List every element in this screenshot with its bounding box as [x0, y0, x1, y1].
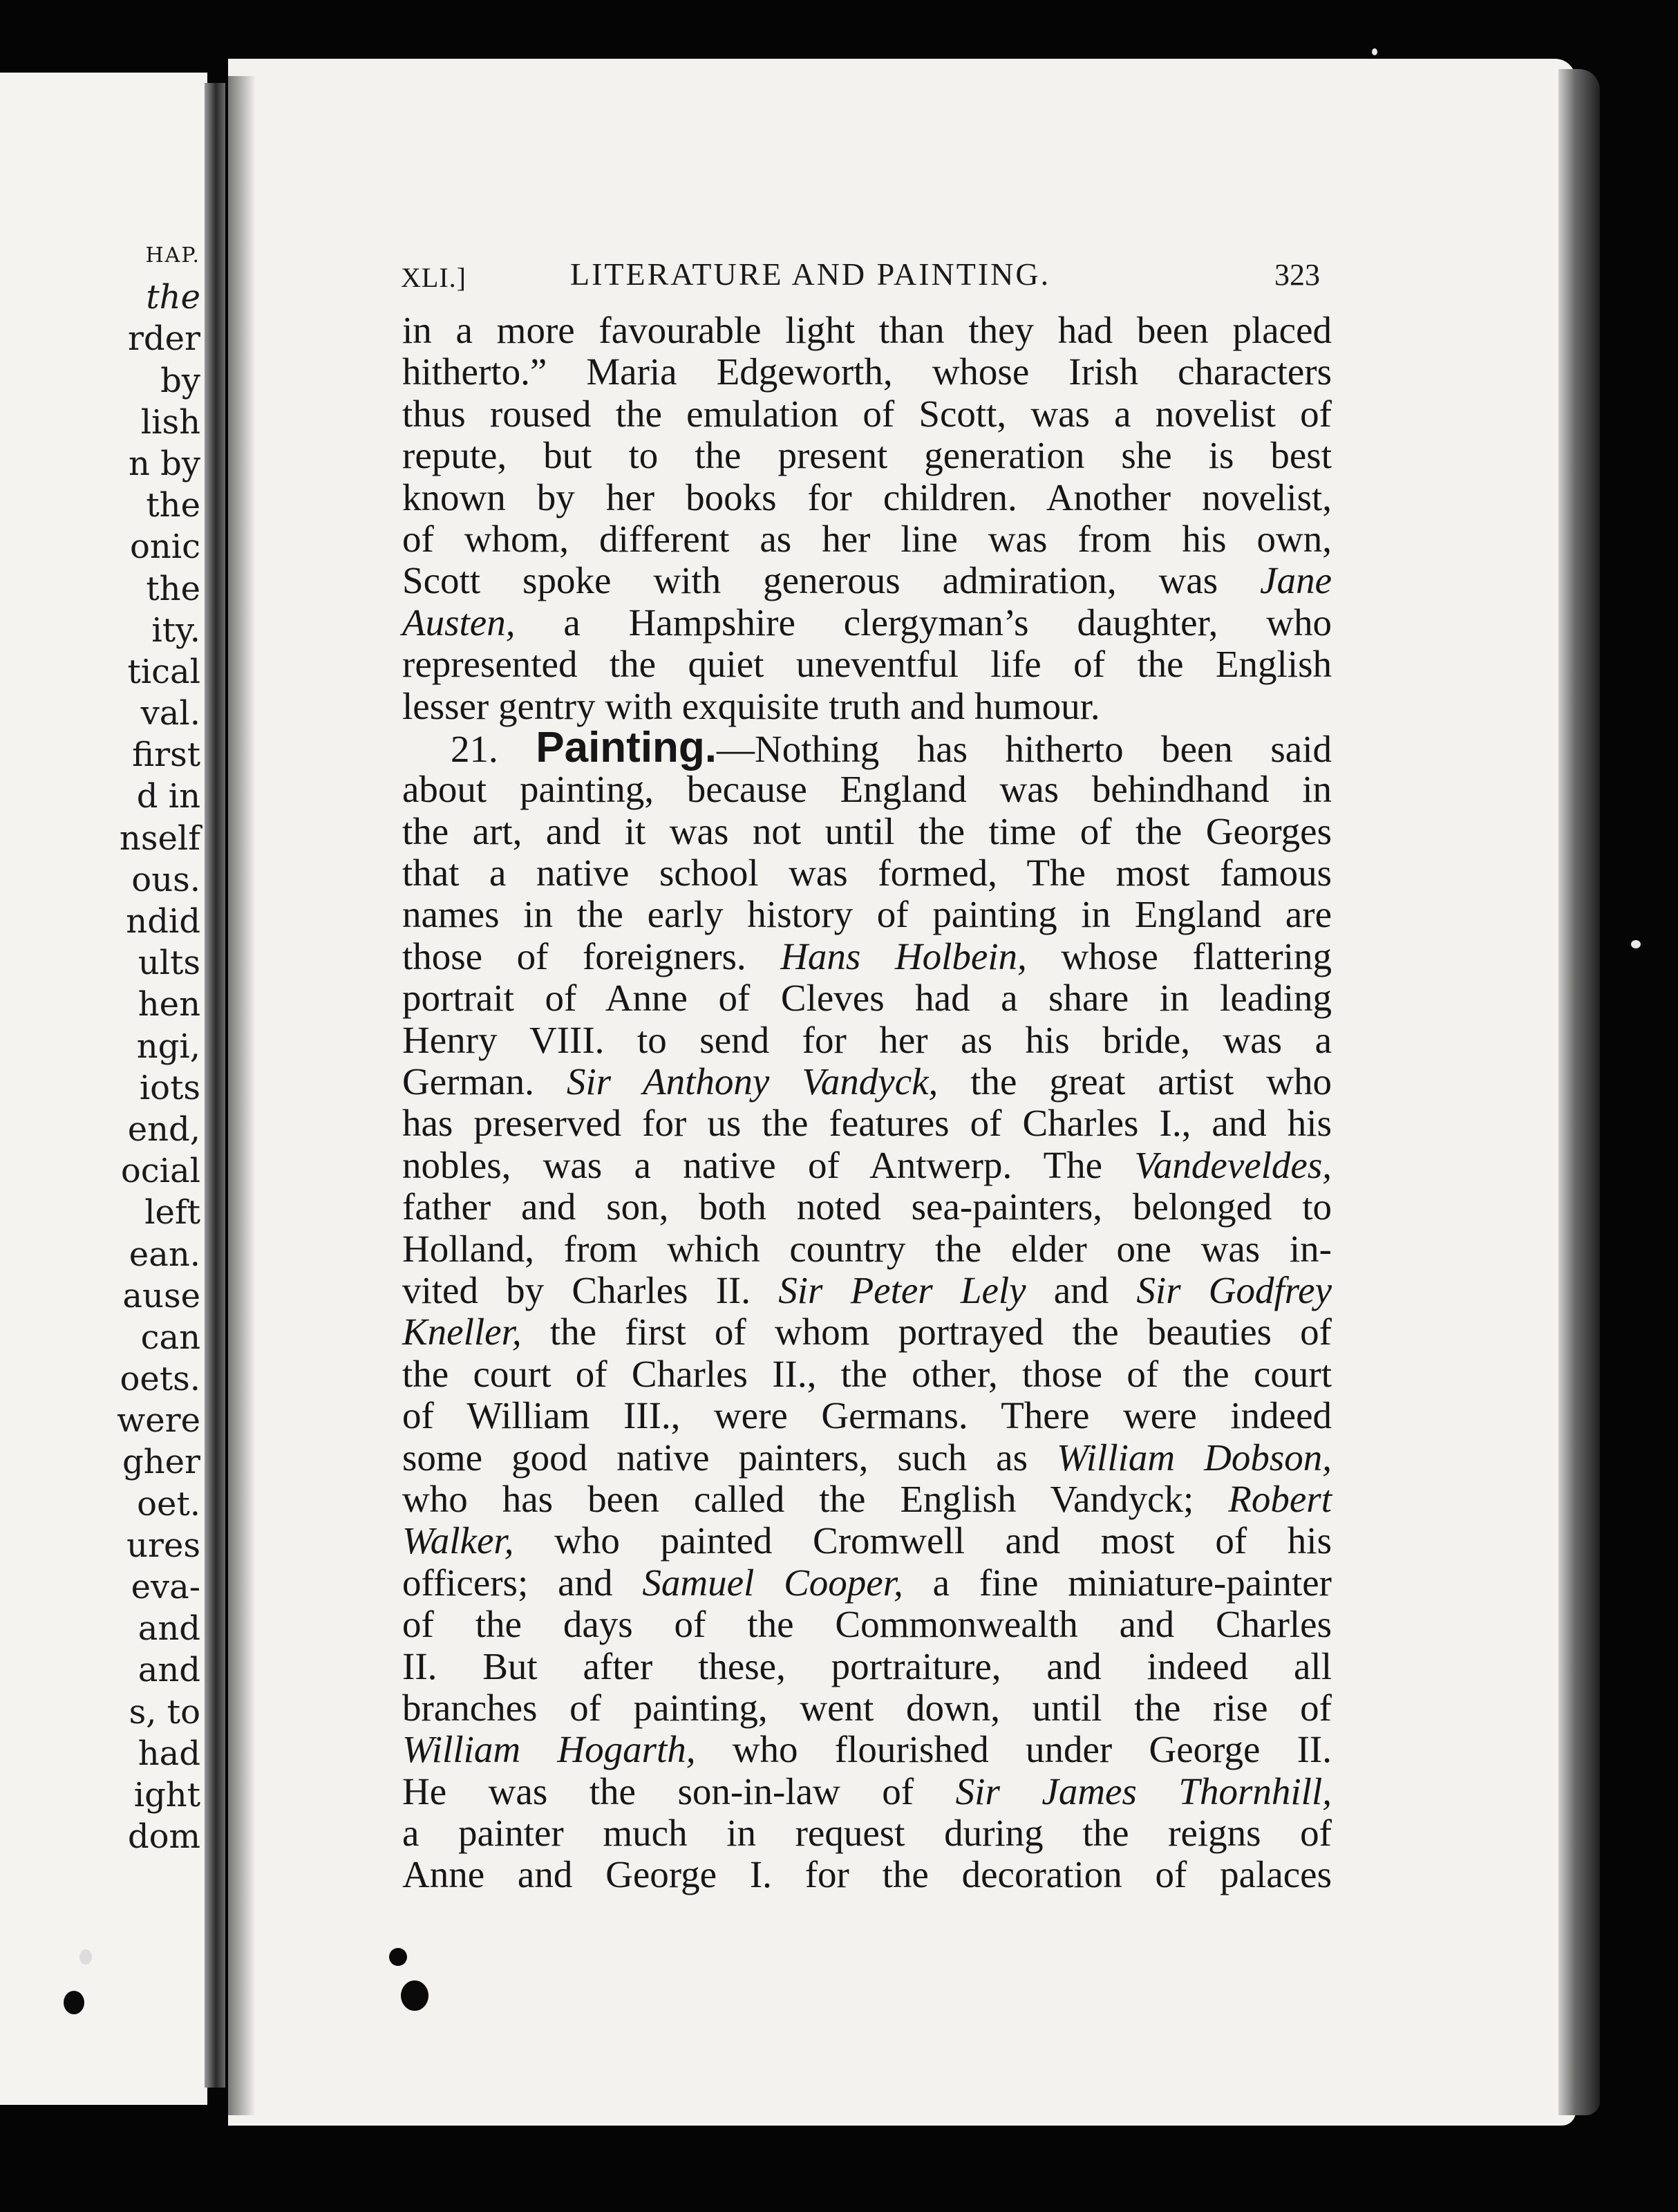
left-page-line-fragment: lish — [140, 402, 200, 442]
text-line — [402, 602, 1332, 644]
left-page-line-fragment: oet. — [137, 1484, 200, 1524]
italic-name: Sir James Thornhill, — [955, 1770, 1332, 1812]
left-page-line-fragment: iots — [139, 1068, 200, 1107]
text-line — [402, 1687, 1332, 1729]
left-page-line-fragment: rder — [127, 319, 200, 359]
text-run: thus roused the emulation of Scott, was a novelist of — [402, 392, 1332, 435]
left-page-line-fragment: and — [138, 1609, 200, 1649]
left-page-line-fragment: onic — [129, 527, 200, 567]
italic-name: Austen, — [402, 601, 516, 644]
text-run: —Nothing has hitherto been said — [717, 727, 1332, 770]
italic-name: Jane — [1260, 559, 1332, 602]
text-line — [402, 1353, 1332, 1395]
left-page-line-fragment: s, to — [129, 1692, 200, 1732]
text-line — [402, 723, 1332, 771]
scan-speck — [1372, 48, 1377, 55]
text-line — [402, 1186, 1332, 1228]
text-run: a painter much in request during the reigns of — [402, 1812, 1332, 1855]
italic-name: William Hogarth, — [402, 1728, 696, 1771]
text-line — [402, 1854, 1332, 1895]
text-line — [402, 310, 1332, 351]
left-page-line-fragment: ults — [138, 944, 200, 983]
text-line — [402, 1562, 1332, 1604]
text-run: of whom, different as her line was from his own, — [402, 517, 1332, 560]
text-run: portrait of Anne of Cleves had a share in leading — [402, 977, 1332, 1020]
left-page-line-fragment: ous. — [131, 860, 200, 899]
text-run: Holland, from which country the elder one was in- — [402, 1227, 1332, 1270]
text-line — [402, 1270, 1332, 1311]
text-run: a Hampshire clergyman’s daughter, who — [515, 601, 1332, 644]
text-run: names in the early history of painting in England are — [402, 893, 1332, 936]
left-page-line-fragment: by — [160, 361, 200, 400]
text-run: known by her books for children. Another novelist, — [402, 476, 1332, 518]
page-number: 323 — [1274, 258, 1320, 292]
page-gutter-shadow — [228, 76, 256, 2115]
left-page-line-fragment: tical — [127, 652, 200, 691]
italic-name: Hans Holbein, — [780, 935, 1027, 977]
text-run: II. But after these, portraiture, and indeed all — [402, 1644, 1332, 1687]
text-run: hitherto.” Maria Edgeworth, whose Irish characters — [402, 350, 1332, 393]
left-page-line-fragment: and — [138, 1651, 200, 1690]
italic-name: Sir Peter Lely — [778, 1268, 1026, 1311]
text-line — [402, 1604, 1332, 1645]
text-run: Scott spoke with generous admiration, was — [402, 559, 1261, 602]
text-run: the art, and it was not until the time of the Georges — [402, 809, 1332, 852]
text-line — [402, 1437, 1332, 1479]
left-page-line-fragment: val. — [140, 694, 200, 733]
text-line — [402, 1145, 1332, 1186]
scan-speck — [389, 1948, 407, 1966]
text-run: of the days of the Commonwealth and Charles — [402, 1603, 1332, 1646]
text-run: lesser gentry with exquisite truth and humour. — [402, 684, 1100, 727]
text-line — [402, 351, 1332, 393]
text-run: of William III., were Germans. There were indeed — [402, 1394, 1332, 1437]
italic-name: Robert — [1228, 1477, 1332, 1520]
text-run: branches of painting, went down, until the rise of — [402, 1686, 1332, 1729]
left-page-line-fragment: had — [138, 1734, 200, 1773]
text-run: whose flattering — [1026, 935, 1332, 977]
text-line — [402, 1020, 1332, 1061]
left-page-line-fragment: dom — [127, 1817, 200, 1857]
text-line — [402, 1395, 1332, 1436]
left-page-line-fragment: eva- — [131, 1568, 200, 1606]
text-line — [402, 769, 1332, 810]
text-run: the great artist who — [938, 1060, 1332, 1103]
text-line — [402, 1103, 1332, 1144]
text-run: nobles, was a native of Antwerp. The — [402, 1143, 1135, 1186]
left-page-line-fragment: ity. — [151, 610, 200, 650]
text-run: a fine miniature-painter — [903, 1561, 1332, 1604]
text-line — [402, 1771, 1332, 1812]
left-page-line-fragment: oets. — [120, 1360, 200, 1399]
text-run: vited by Charles II. — [402, 1268, 779, 1311]
text-line — [402, 1812, 1332, 1854]
chapter-number: XLI.] — [401, 262, 466, 293]
text-line — [402, 393, 1332, 435]
book-gutter — [205, 83, 225, 2088]
scan-speck — [401, 1980, 428, 2011]
text-run: about painting, because England was behindhand in — [402, 768, 1332, 811]
text-line — [402, 852, 1332, 894]
scan-speck — [1631, 940, 1641, 948]
text-line — [402, 1729, 1332, 1770]
left-page-line-fragment: n by — [128, 444, 200, 483]
left-page-line-fragment: hen — [138, 985, 200, 1024]
left-page-line-fragment: ight — [133, 1775, 200, 1815]
left-page-line-fragment: d in — [136, 777, 200, 816]
left-page-line-fragment: the — [146, 486, 200, 525]
left-page-line-fragment: ures — [126, 1526, 200, 1565]
text-run: represented the quiet uneventful life of the English — [402, 643, 1332, 686]
running-header — [401, 256, 1320, 297]
text-line — [402, 686, 1332, 727]
left-page-text-fragment — [0, 235, 200, 1857]
text-run: who flourished under George II. — [695, 1728, 1332, 1771]
left-page-line-fragment: end, — [127, 1109, 200, 1149]
text-run: Anne and George I. for the decoration of palaces — [402, 1853, 1332, 1896]
left-page-line-fragment: the — [146, 569, 200, 608]
text-run: father and son, both noted sea-painters, belonged to — [402, 1185, 1332, 1228]
scan-speck — [79, 1949, 92, 1965]
left-page-line-fragment: gher — [122, 1443, 200, 1482]
text-run: the court of Charles II., the other, those of the court — [402, 1352, 1332, 1395]
italic-name: William Dobson, — [1057, 1436, 1332, 1479]
text-run: German. — [402, 1060, 567, 1103]
italic-name: Walker, — [402, 1519, 514, 1562]
text-run: repute, but to the present generation she is best — [402, 434, 1332, 477]
italic-name: Sir Godfrey — [1136, 1268, 1332, 1311]
text-run: those of foreigners. — [402, 935, 781, 977]
italic-name: Kneller, — [402, 1311, 522, 1353]
text-line — [402, 936, 1332, 977]
section-heading: Painting. — [536, 723, 717, 771]
text-run: that a native school was formed, The most famous — [402, 852, 1332, 894]
left-page-line-fragment: first — [132, 735, 200, 775]
text-run: who has been called the English Vandyck; — [402, 1477, 1229, 1520]
text-run: officers; and — [402, 1561, 643, 1604]
left-page-line-fragment: ean. — [129, 1235, 200, 1274]
text-line — [402, 1520, 1332, 1562]
text-run: He was the son-in-law of — [402, 1770, 956, 1812]
left-page-line-fragment: ndid — [126, 902, 200, 941]
left-page-line-fragment: HAP. — [145, 243, 200, 268]
left-page-line-fragment: were — [117, 1401, 200, 1441]
left-page-line-fragment: the — [146, 278, 200, 317]
text-line — [402, 894, 1332, 935]
section-number: 21. — [451, 727, 536, 770]
left-page-line-fragment: left — [144, 1193, 200, 1232]
italic-name: Vandeveldes, — [1134, 1143, 1332, 1186]
left-page-line-fragment: ngi, — [136, 1027, 200, 1066]
italic-name: Samuel Cooper, — [642, 1561, 903, 1604]
text-line — [402, 435, 1332, 476]
italic-name: Sir Anthony Vandyck, — [566, 1060, 939, 1103]
text-run: who painted Cromwell and most of his — [513, 1519, 1332, 1562]
text-run: has preserved for us the features of Charles I., and his — [402, 1102, 1332, 1145]
left-page-line-fragment: ause — [122, 1276, 200, 1315]
text-line — [402, 977, 1332, 1019]
text-line — [402, 1311, 1332, 1353]
page-edge — [1558, 69, 1600, 2115]
left-page-line-fragment: ocial — [120, 1152, 200, 1191]
text-line — [402, 477, 1332, 518]
text-run: and — [1026, 1268, 1137, 1311]
scan-speck — [64, 1991, 84, 2014]
text-run: some good native painters, such as — [402, 1436, 1057, 1479]
left-page-line-fragment: can — [140, 1318, 200, 1357]
text-line — [402, 1646, 1332, 1687]
text-run: in a more favourable light than they had been placed — [402, 309, 1332, 351]
running-title: LITERATURE AND PAINTING. — [570, 256, 1051, 292]
text-line — [402, 811, 1332, 852]
text-run: the first of whom portrayed the beauties of — [521, 1311, 1332, 1353]
text-line — [402, 1228, 1332, 1270]
text-line — [402, 518, 1332, 560]
text-line — [402, 560, 1332, 601]
text-line — [402, 644, 1332, 685]
left-page-line-fragment: nself — [119, 818, 200, 858]
page-body — [402, 310, 1332, 1896]
text-line — [402, 1479, 1332, 1520]
text-run: Henry VIII. to send for her as his bride, was a — [402, 1018, 1332, 1061]
text-line — [402, 1061, 1332, 1103]
